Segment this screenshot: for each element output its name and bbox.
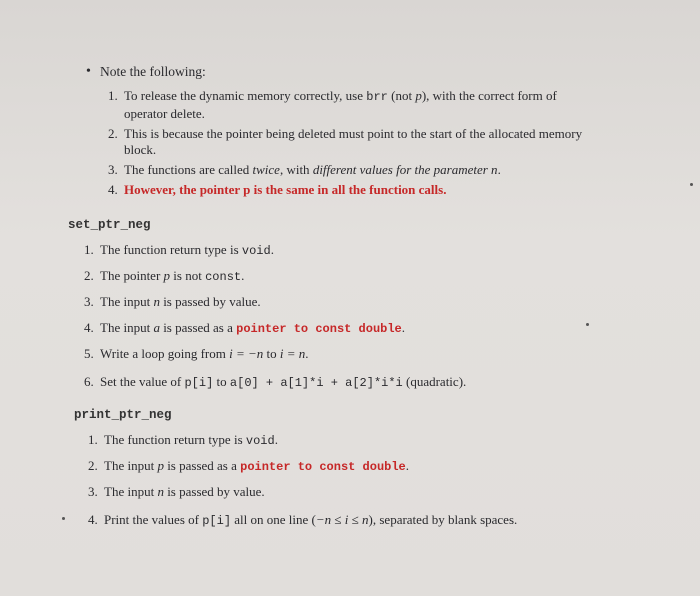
set-item-6: 6. Set the value of p[i] to a[0] + a[1]*i + a[2]*i*i (quadratic). xyxy=(84,374,467,390)
paper-speck xyxy=(690,183,693,186)
set-ptr-neg-header: set_ptr_neg xyxy=(68,218,151,232)
intro-item-2-cont: block. xyxy=(124,142,157,157)
intro-item-1: 1. To release the dynamic memory correctly, use brr (not p), with the correct form of xyxy=(108,88,557,104)
intro-item-3: 3. The functions are called twice, with different values for the parameter n. xyxy=(108,162,501,177)
set-item-1: 1. The function return type is void. xyxy=(84,242,274,258)
print-item-3: 3. The input n is passed by value. xyxy=(88,484,265,499)
print-item-2: 2. The input p is passed as a pointer to const double. xyxy=(88,458,410,474)
intro-item-2: 2. This is because the pointer being deleted must point to the start of the allocated memory xyxy=(108,126,583,141)
intro-heading: Note the following: xyxy=(100,64,206,79)
bullet: • xyxy=(86,64,91,79)
intro-item-4: 4. However, the pointer p is the same in all the function calls. xyxy=(108,182,447,197)
set-item-3: 3. The input n is passed by value. xyxy=(84,294,261,309)
paper-speck xyxy=(62,517,65,520)
set-item-5: 5. Write a loop going from i = −n to i = n. xyxy=(84,346,309,361)
set-item-4: 4. The input a is passed as a pointer to const double. xyxy=(84,320,406,336)
print-ptr-neg-header: print_ptr_neg xyxy=(74,408,172,422)
print-item-4: 4. Print the values of p[i] all on one line (−n ≤ i ≤ n), separated by blank spaces. xyxy=(88,512,518,528)
set-item-2: 2. The pointer p is not const. xyxy=(84,268,245,284)
print-item-1: 1. The function return type is void. xyxy=(88,432,278,448)
paper-speck xyxy=(586,323,589,326)
intro-item-1-cont: operator delete. xyxy=(124,106,205,121)
